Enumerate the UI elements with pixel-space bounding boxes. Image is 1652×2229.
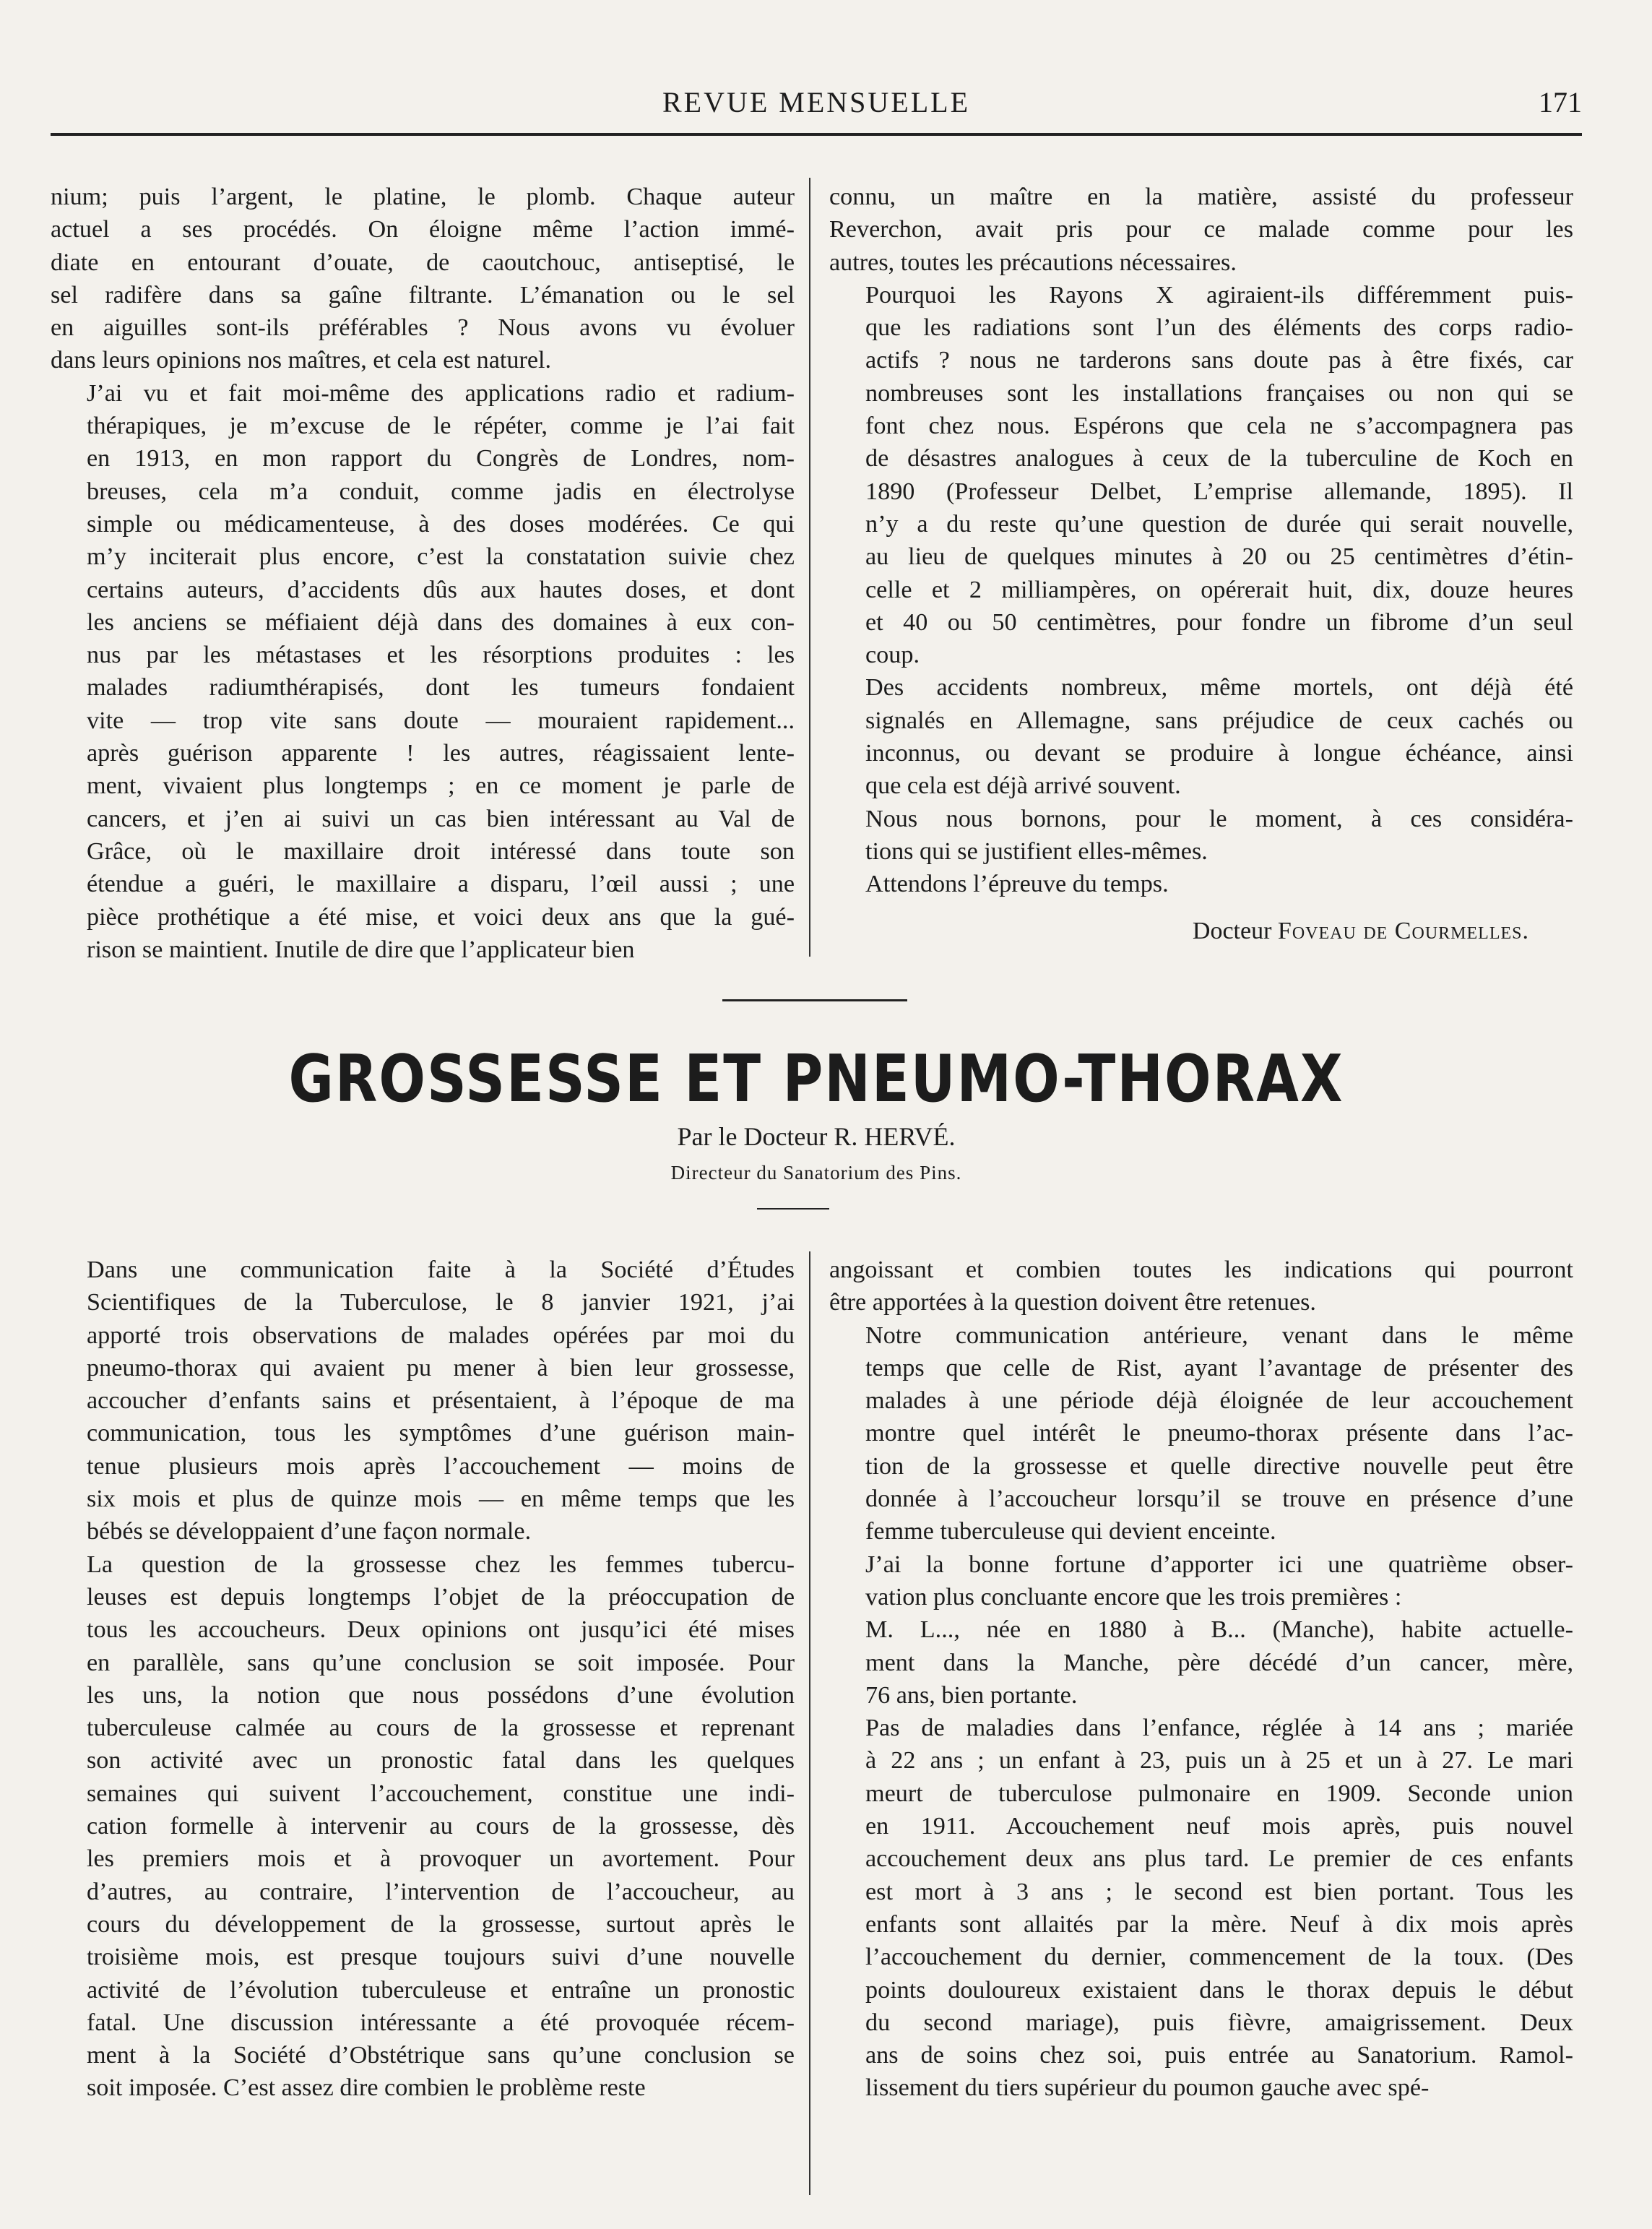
text-line: Dans une communication faite à la Société d’Études (87, 1256, 795, 1283)
text-line: au lieu de quelques minutes à 20 ou 25 centimètres d’étin- (865, 543, 1573, 571)
paragraph (829, 671, 1573, 802)
text-line: Des accidents nombreux, même mortels, ont déjà été (865, 674, 1573, 702)
text-line: du second mariage), puis fièvre, amaigrissement. Deux (865, 2009, 1573, 2036)
text-line: semaines qui suivent l’accouchement, constitue une indi- (87, 1780, 795, 1807)
column-top-right (829, 181, 1573, 901)
author-signature (1193, 918, 1529, 945)
text-line: ans de soins chez soi, puis entrée au Sanatorium. Ramol- (865, 2042, 1573, 2069)
text-line: actifs ? nous ne tarderons sans doute pas à être fixés, car (865, 347, 1573, 374)
text-line: nombreuses sont les installations françaises ou non qui se (865, 379, 1573, 407)
text-line: sel radifère dans sa gaîne filtrante. L’émanation ou le sel (51, 281, 795, 309)
paragraph (829, 279, 1573, 672)
header-rule (51, 133, 1582, 136)
text-line: d’autres, au contraire, l’intervention de l’accoucheur, au (87, 1878, 795, 1905)
text-line: que cela est déjà arrivé souvent. (865, 772, 1181, 800)
text-line: certains auteurs, d’accidents dûs aux hautes doses, et dont (87, 576, 795, 603)
section-divider (722, 999, 907, 1001)
text-line: l’accouchement du dernier, commencement de la toux. (Des (865, 1944, 1573, 1971)
text-line: Nous nous bornons, pour le moment, à ces considéra- (865, 805, 1573, 832)
text-line: J’ai vu et fait moi-même des applications radio et radium- (87, 379, 795, 407)
text-line: meurt de tuberculose pulmonaire en 1909. Seconde union (865, 1780, 1573, 1807)
text-line: être apportées à la question doivent être retenues. (829, 1289, 1316, 1316)
text-line: ment dans la Manche, père décédé d’un cancer, mère, (865, 1649, 1573, 1676)
text-line: malades à une période déjà éloignée de leur accouchement (865, 1387, 1573, 1415)
text-line: troisième mois, est presque toujours suivi d’une nouvelle (87, 1944, 795, 1971)
paragraph (829, 1254, 1573, 1319)
text-line: cancers, et j’en ai suivi un cas bien intéressant au Val de (87, 805, 795, 832)
text-line: en 1913, en mon rapport du Congrès de Londres, nom- (87, 445, 795, 473)
text-line: M. L..., née en 1880 à B... (Manche), habite actuelle- (865, 1616, 1573, 1644)
text-line: connu, un maître en la matière, assisté du professeur (829, 184, 1573, 210)
text-line: apporté trois observations de malades opérées par moi du (87, 1322, 795, 1349)
text-line: dans leurs opinions nos maîtres, et cela est naturel. (51, 347, 552, 374)
signature-name: Foveau de Courmelles. (1277, 918, 1529, 944)
text-line: activité de l’évolution tuberculeuse et entraîne un pronostic (87, 1976, 795, 2004)
text-line: Scientifiques de la Tuberculose, le 8 janvier 1921, j’ai (87, 1289, 795, 1316)
text-line: rison se maintient. Inutile de dire que l’applicateur bien (87, 936, 635, 963)
text-line: thérapiques, je m’excuse de le répéter, comme je l’ai fait (87, 413, 795, 440)
page-number: 171 (1539, 86, 1582, 118)
text-line: Pourquoi les Rayons X agiraient-ils différemment puis- (865, 281, 1573, 309)
text-line: de désastres analogues à ceux de la tuberculine de Koch en (865, 445, 1573, 473)
text-line: autres, toutes les précautions nécessaires. (829, 249, 1237, 276)
text-line: font chez nous. Espérons que cela ne s’accompagnera pas (865, 413, 1573, 440)
text-line: coup. (865, 642, 920, 669)
paragraph (829, 868, 1573, 900)
text-line: 1890 (Professeur Delbet, L’emprise allemande, 1895). Il (865, 478, 1573, 505)
text-line: diate en entourant d’ouate, de caoutchouc, antiseptisé, le (51, 249, 795, 276)
text-line: Notre communication antérieure, venant dans le même (865, 1322, 1573, 1349)
article-title: GROSSESSE ET PNEUMO-THORAX (288, 1040, 1344, 1117)
text-line: vation plus concluante encore que les trois premières : (865, 1583, 1402, 1611)
paragraph (51, 1254, 795, 1548)
text-line: tuberculeuse calmée au cours de la grossesse et reprenant (87, 1715, 795, 1742)
journal-title: REVUE MENSUELLE (662, 86, 971, 118)
paragraph (829, 1548, 1573, 1614)
text-line: femme tuberculeuse qui devient enceinte. (865, 1518, 1276, 1545)
paragraph (829, 1613, 1573, 1712)
text-line: tion de la grossesse et quelle directive nouvelle peut être (865, 1452, 1573, 1480)
text-line: nium; puis l’argent, le platine, le plomb. Chaque auteur (51, 184, 795, 210)
text-line: communication, tous les symptômes d’une guérison main- (87, 1420, 795, 1447)
text-line: en 1911. Accouchement neuf mois après, puis nouvel (865, 1813, 1573, 1840)
text-line: J’ai la bonne fortune d’apporter ici une quatrième obser- (865, 1551, 1573, 1578)
text-line: accouchement deux ans plus tard. Le premier de ces enfants (865, 1845, 1573, 1873)
text-line: les anciens se méfiaient déjà dans des domaines à eux con- (87, 608, 795, 636)
text-line: bébés se développaient d’une façon normale. (87, 1518, 532, 1545)
text-line: leuses est depuis longtemps l’objet de la préoccupation de (87, 1583, 795, 1611)
text-line: étendue a guéri, le maxillaire a disparu, l’œil aussi ; une (87, 871, 795, 898)
paragraph (51, 1548, 795, 2105)
title-divider (757, 1208, 829, 1210)
text-line: cours du développement de la grossesse, surtout après le (87, 1910, 795, 1938)
text-line: six mois et plus de quinze mois — en même temps que les (87, 1486, 795, 1513)
paragraph (51, 181, 795, 377)
text-line: à 22 ans ; un enfant à 23, puis un à 25 et un à 27. Le mari (865, 1747, 1573, 1775)
text-line: La question de la grossesse chez les femmes tubercu- (87, 1551, 795, 1578)
text-line: que les radiations sont l’un des éléments des corps radio- (865, 314, 1573, 342)
column-bottom-left (51, 1254, 795, 2105)
text-line: simple ou médicamenteuse, à des doses modérées. Ce qui (87, 510, 795, 538)
paragraph (829, 181, 1573, 279)
paragraph (829, 1319, 1573, 1548)
text-line: tions qui se justifient elles-mêmes. (865, 837, 1208, 865)
running-head (51, 85, 1582, 129)
text-line: après guérison apparente ! les autres, réagissaient lente- (87, 740, 795, 767)
text-line: montre quel intérêt le pneumo-thorax présente dans l’ac- (865, 1420, 1573, 1447)
text-line: ment à la Société d’Obstétrique sans qu’une conclusion se (87, 2042, 795, 2069)
article-byline: Par le Docteur R. HERVÉ. (677, 1122, 956, 1151)
text-line: ment, vivaient plus longtemps ; en ce moment je parle de (87, 772, 795, 800)
text-line: Attendons l’épreuve du temps. (865, 871, 1169, 898)
column-divider-bottom (809, 1251, 810, 2195)
text-line: son activité avec un pronostic fatal dans les quelques (87, 1747, 795, 1775)
text-line: Pas de maladies dans l’enfance, réglée à 14 ans ; mariée (865, 1715, 1573, 1742)
text-line: celle et 2 milliampères, on opérerait huit, dix, douze heures (865, 576, 1573, 603)
text-line: donnée à l’accoucheur lorsqu’il se trouve en présence d’une (865, 1486, 1573, 1513)
text-line: points douloureux existaient dans le thorax depuis le début (865, 1976, 1573, 2004)
text-line: tous les accoucheurs. Deux opinions ont jusqu’ici été mises (87, 1616, 795, 1644)
text-line: fatal. Une discussion intéressante a été provoquée récem- (87, 2009, 795, 2036)
text-line: Reverchon, avait pris pour ce malade comme pour les (829, 216, 1573, 243)
signature-prefix: Docteur (1192, 918, 1278, 944)
column-top-left (51, 181, 795, 966)
text-line: temps que celle de Rist, ayant l’avantage de présenter des (865, 1354, 1573, 1381)
text-line: vite — trop vite sans doute — mouraient rapidement... (87, 707, 795, 734)
text-line: inconnus, ou devant se produire à longue échéance, ainsi (865, 740, 1573, 767)
text-line: nus par les métastases et les résorptions produites : les (87, 642, 795, 669)
text-line: lissement du tiers supérieur du poumon gauche avec spé- (865, 2074, 1430, 2102)
text-line: m’y inciterait plus encore, c’est la constatation suivie chez (87, 543, 795, 571)
text-line: les premiers mois et à provoquer un avortement. Pour (87, 1845, 795, 1873)
text-line: en aiguilles sont-ils préférables ? Nous avons vu évoluer (51, 314, 795, 342)
text-line: breuses, cela m’a conduit, comme jadis en électrolyse (87, 478, 795, 505)
text-line: enfants sont allaités par la mère. Neuf à dix mois après (865, 1910, 1573, 1938)
text-line: tenue plusieurs mois après l’accouchement — moins de (87, 1452, 795, 1480)
column-bottom-right (829, 1254, 1573, 2105)
text-line: 76 ans, bien portante. (865, 1681, 1078, 1709)
text-line: en parallèle, sans qu’une conclusion se soit imposée. Pour (87, 1649, 795, 1676)
text-line: Grâce, où le maxillaire droit intéressé dans toute son (87, 837, 795, 865)
paragraph (829, 1712, 1573, 2105)
text-line: pneumo-thorax qui avaient pu mener à bien leur grossesse, (87, 1354, 795, 1381)
text-line: malades radiumthérapisés, dont les tumeurs fondaient (87, 674, 795, 702)
text-line: signalés en Allemagne, sans préjudice de ceux cachés ou (865, 707, 1573, 734)
text-line: et 40 ou 50 centimètres, pour fondre un fibrome d’un seul (865, 608, 1573, 636)
text-line: actuel a ses procédés. On éloigne même l’action immé- (51, 216, 795, 243)
text-line: est mort à 3 ans ; le second est bien portant. Tous les (865, 1878, 1573, 1905)
text-line: accoucher d’enfants sains et présentaient, à l’époque de ma (87, 1387, 795, 1415)
text-line: cation formelle à intervenir au cours de la grossesse, dès (87, 1813, 795, 1840)
paragraph (51, 377, 795, 966)
text-line: pièce prothétique a été mise, et voici deux ans que la gué- (87, 903, 795, 931)
author-affiliation: Directeur du Sanatorium des Pins. (670, 1162, 962, 1184)
text-line: soit imposée. C’est assez dire combien le problème reste (87, 2074, 646, 2102)
text-line: les uns, la notion que nous possédons d’une évolution (87, 1681, 795, 1709)
text-line: n’y a du reste qu’une question de durée qui serait nouvelle, (865, 510, 1573, 538)
text-line: angoissant et combien toutes les indications qui pourront (829, 1256, 1573, 1283)
paragraph (829, 803, 1573, 868)
column-divider-top (809, 178, 810, 957)
